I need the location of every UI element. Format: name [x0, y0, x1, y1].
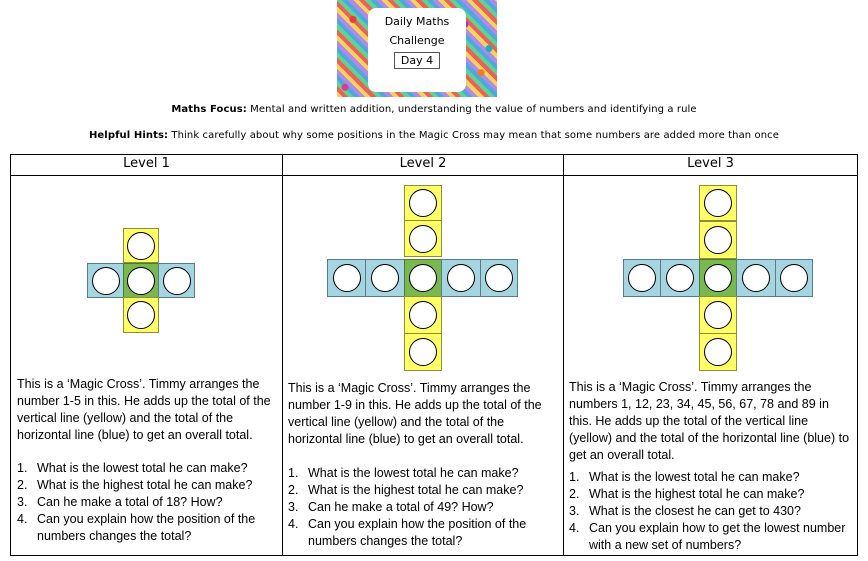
- question-item: 2. What is the highest total he can make?: [288, 483, 524, 497]
- number-circle: [628, 264, 656, 292]
- number-circle: [704, 264, 732, 292]
- question-item: 4. Can you explain how the position of the numbers changes the total?: [17, 512, 256, 543]
- number-circle: [127, 267, 155, 295]
- cross-cell-vertical: [699, 333, 737, 371]
- question-item: 3. Can he make a total of 18? How?: [17, 495, 223, 509]
- cross-cell-horizontal: [327, 259, 366, 297]
- cross-cell-vertical: [123, 228, 159, 263]
- level-2-description: This is a ‘Magic Cross’. Timmy arranges the number 1-9 in this. He adds up the total of the vertical line (yellow) and the total of the horizontal line (blue) to get an overall total.: [288, 381, 542, 446]
- number-circle: [409, 338, 437, 366]
- banner-card: [368, 8, 466, 92]
- level-1-questions: [17, 460, 277, 545]
- number-circle: [780, 264, 808, 292]
- cross-cell-horizontal: [660, 259, 700, 297]
- number-circle: [704, 226, 732, 254]
- helpful-hints-label: Helpful Hints:: [88, 130, 169, 141]
- number-circle: [92, 267, 120, 295]
- question-item: 4. Can you explain how the position of the numbers changes the total?: [288, 517, 527, 548]
- number-circle: [409, 301, 437, 329]
- banner-title-line2: Challenge: [389, 34, 445, 47]
- number-circle: [704, 301, 732, 329]
- cross-cell-horizontal: [623, 259, 661, 297]
- column-divider: [563, 155, 564, 555]
- number-circle: [447, 264, 475, 292]
- cross-cell-horizontal: [441, 259, 481, 297]
- level-2-questions: [288, 465, 558, 550]
- cross-cell-vertical: [123, 297, 159, 333]
- column-divider: [282, 155, 283, 555]
- cross-cell-centre: [404, 259, 442, 297]
- level-1-header: Level 1: [11, 155, 282, 176]
- number-circle: [333, 264, 361, 292]
- number-circle: [409, 189, 437, 217]
- number-circle: [127, 232, 155, 260]
- maths-focus-text: Mental and written addition, understanding the value of numbers and identifying a rule: [250, 104, 697, 115]
- banner-title-line1: Daily Maths: [384, 15, 450, 28]
- cross-cell-horizontal: [736, 259, 776, 297]
- cross-cell-horizontal: [158, 263, 195, 298]
- cross-cell-vertical: [404, 333, 442, 371]
- number-circle: [704, 338, 732, 366]
- helpful-hints-text: Think carefully about why some positions in the Magic Cross may mean that some numbers are added more than once: [171, 130, 780, 141]
- question-item: 3. Can he make a total of 49? How?: [288, 500, 494, 514]
- question-item: 2. What is the highest total he can make?: [569, 487, 805, 501]
- cross-cell-horizontal: [480, 259, 518, 297]
- number-circle: [666, 264, 694, 292]
- question-item: 1. What is the lowest total he can make?: [17, 461, 248, 475]
- question-item: 1. What is the lowest total he can make?: [288, 466, 519, 480]
- levels-table: [10, 154, 858, 556]
- question-item: 2. What is the highest total he can make?: [17, 478, 253, 492]
- cross-cell-vertical: [699, 296, 737, 334]
- number-circle: [704, 189, 732, 217]
- cross-cell-vertical: [404, 296, 442, 334]
- number-circle: [742, 264, 770, 292]
- number-circle: [163, 267, 191, 295]
- cross-cell-centre: [123, 263, 159, 298]
- level-3-description: This is a ‘Magic Cross’. Timmy arranges the numbers 1, 12, 23, 34, 45, 56, 67, 78 and 89 in this. He adds up the total of the vertical line (yellow) and the total of the horizontal line (blue) to get an overall total.: [569, 380, 850, 462]
- number-circle: [485, 264, 513, 292]
- cross-cell-vertical: [699, 185, 737, 221]
- cross-cell-vertical: [699, 221, 737, 259]
- helpful-hints: [0, 130, 868, 141]
- level-3-questions: [569, 469, 854, 554]
- maths-focus: [0, 104, 868, 115]
- question-item: 4. Can you explain how to get the lowest number with a new set of numbers?: [569, 521, 846, 552]
- level-1-description: This is a ‘Magic Cross’. Timmy arranges the number 1-5 in this. He adds up the total of the vertical line (yellow) and the total of the horizontal line (blue) to get an overall total.: [17, 377, 271, 442]
- question-item: 1. What is the lowest total he can make?: [569, 470, 800, 484]
- number-circle: [409, 264, 437, 292]
- cross-cell-horizontal: [775, 259, 813, 297]
- level-2-header: Level 2: [283, 155, 563, 176]
- maths-focus-label: Maths Focus:: [171, 104, 247, 115]
- number-circle: [371, 264, 399, 292]
- day-label: Day 4: [394, 52, 440, 69]
- challenge-banner: [337, 0, 497, 97]
- cross-cell-vertical: [404, 185, 442, 221]
- cross-cell-horizontal: [87, 263, 124, 298]
- number-circle: [127, 301, 155, 329]
- number-circle: [409, 225, 437, 253]
- cross-cell-vertical: [404, 220, 442, 257]
- level-3-header: Level 3: [564, 155, 857, 176]
- cross-cell-horizontal: [365, 259, 405, 297]
- question-item: 3. What is the closest he can get to 430?: [569, 504, 801, 518]
- cross-cell-centre: [699, 259, 737, 297]
